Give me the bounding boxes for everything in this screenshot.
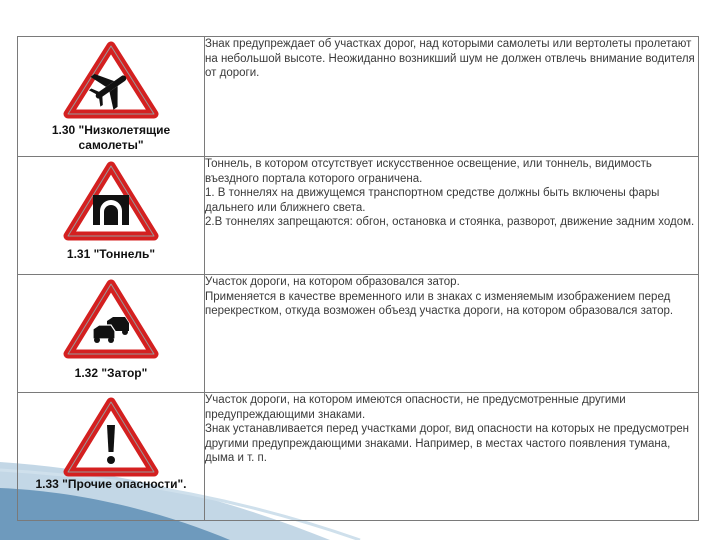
table-row	[18, 37, 699, 157]
description-paragraph: 2.В тоннелях запрещаются: обгон, остановка и стоянка, разворот, движение задним ходом.	[205, 216, 695, 228]
exclamation-icon	[63, 397, 159, 477]
sign-cell	[18, 37, 205, 157]
airplane-icon	[63, 41, 159, 119]
table-row	[18, 275, 699, 393]
sign-description	[205, 37, 699, 157]
description-paragraph: Тоннель, в котором отсутствует искусственное освещение, или тоннель, видимость въездного портала которого ограничена.	[205, 158, 652, 185]
sign-description	[205, 393, 699, 521]
sign-cell	[18, 157, 205, 275]
sign-caption: 1.33 "Прочие опасности".	[35, 477, 187, 491]
tunnel-icon	[63, 161, 159, 241]
sign-description	[205, 275, 699, 393]
traffic-jam-icon	[63, 279, 159, 359]
description-paragraph: Применяется в качестве временного или в знаках с изменяемым изображением перед перекрестком, откуда возможен объезд участка дороги, на котором образовался затор.	[205, 290, 674, 317]
description-paragraph: Знак устанавливается перед участками дорог, вид опасности на которых не предусмотрен другими предупреждающими знаками. Например, в местах частого появления тумана, дыма и т. п.	[205, 423, 689, 464]
sign-caption: 1.30 "Низколетящие самолеты"	[51, 123, 171, 152]
table-row	[18, 157, 699, 275]
description-paragraph: 1. В тоннелях на движущемся транспортном средстве должны быть включены фары дальнего или ближнего света.	[205, 187, 660, 214]
sign-cell	[18, 275, 205, 393]
sign-caption: 1.31 "Тоннель"	[66, 247, 156, 261]
sign-caption: 1.32 "Затор"	[74, 366, 148, 380]
signs-table	[17, 36, 699, 521]
table-row	[18, 393, 699, 521]
description-paragraph: Участок дороги, на котором имеются опасности, не предусмотренные другими предупреждающими знаками.	[205, 394, 626, 421]
sign-description	[205, 157, 699, 275]
description-paragraph: Знак предупреждает об участках дорог, над которыми самолеты или вертолеты пролетают на небольшой высоте. Неожиданно возникший шум не должен отвлечь внимание водителя от дороги.	[205, 38, 695, 79]
description-paragraph: Участок дороги, на котором образовался затор.	[205, 276, 460, 288]
sign-cell	[18, 393, 205, 521]
